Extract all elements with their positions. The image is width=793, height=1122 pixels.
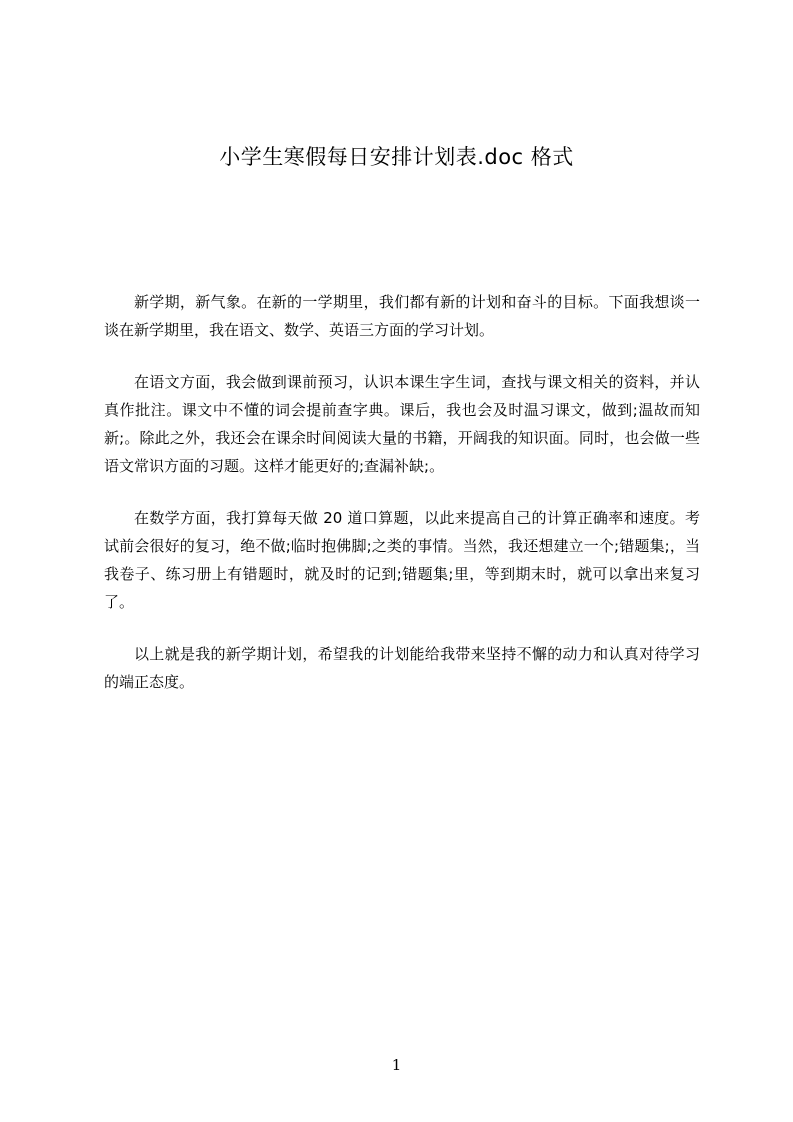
document-body: [104, 288, 700, 720]
paragraph-math: 在数学方面，我打算每天做 20 道口算题，以此来提高自己的计算正确率和速度。考试前会很好的复习，绝不做;临时抱佛脚;之类的事情。当然，我还想建立一个;错题集;，当我卷子、练习册上有错题时，就及时的记到;错题集;里，等到期末时，就可以拿出来复习了。: [104, 509, 700, 611]
paragraph-chinese: 在语文方面，我会做到课前预习，认识本课生字生词，查找与课文相关的资料，并认真作批注。课文中不懂的词会提前查字典。课后，我也会及时温习课文，做到;温故而知新;。除此之外，我还会在课余时间阅读大量的书籍，开阔我的知识面。同时，也会做一些语文常识方面的习题。这样才能更好的;查漏补缺;。: [104, 373, 700, 475]
paragraph-conclusion: 以上就是我的新学期计划，希望我的计划能给我带来坚持不懈的动力和认真对待学习的端正态度。: [104, 645, 700, 691]
document-title: 小学生寒假每日安排计划表.doc 格式: [219, 145, 574, 169]
paragraph-intro: 新学期，新气象。在新的一学期里，我们都有新的计划和奋斗的目标。下面我想谈一谈在新学期里，我在语文、数学、英语三方面的学习计划。: [104, 293, 700, 339]
page-number: 1: [391, 1056, 402, 1074]
